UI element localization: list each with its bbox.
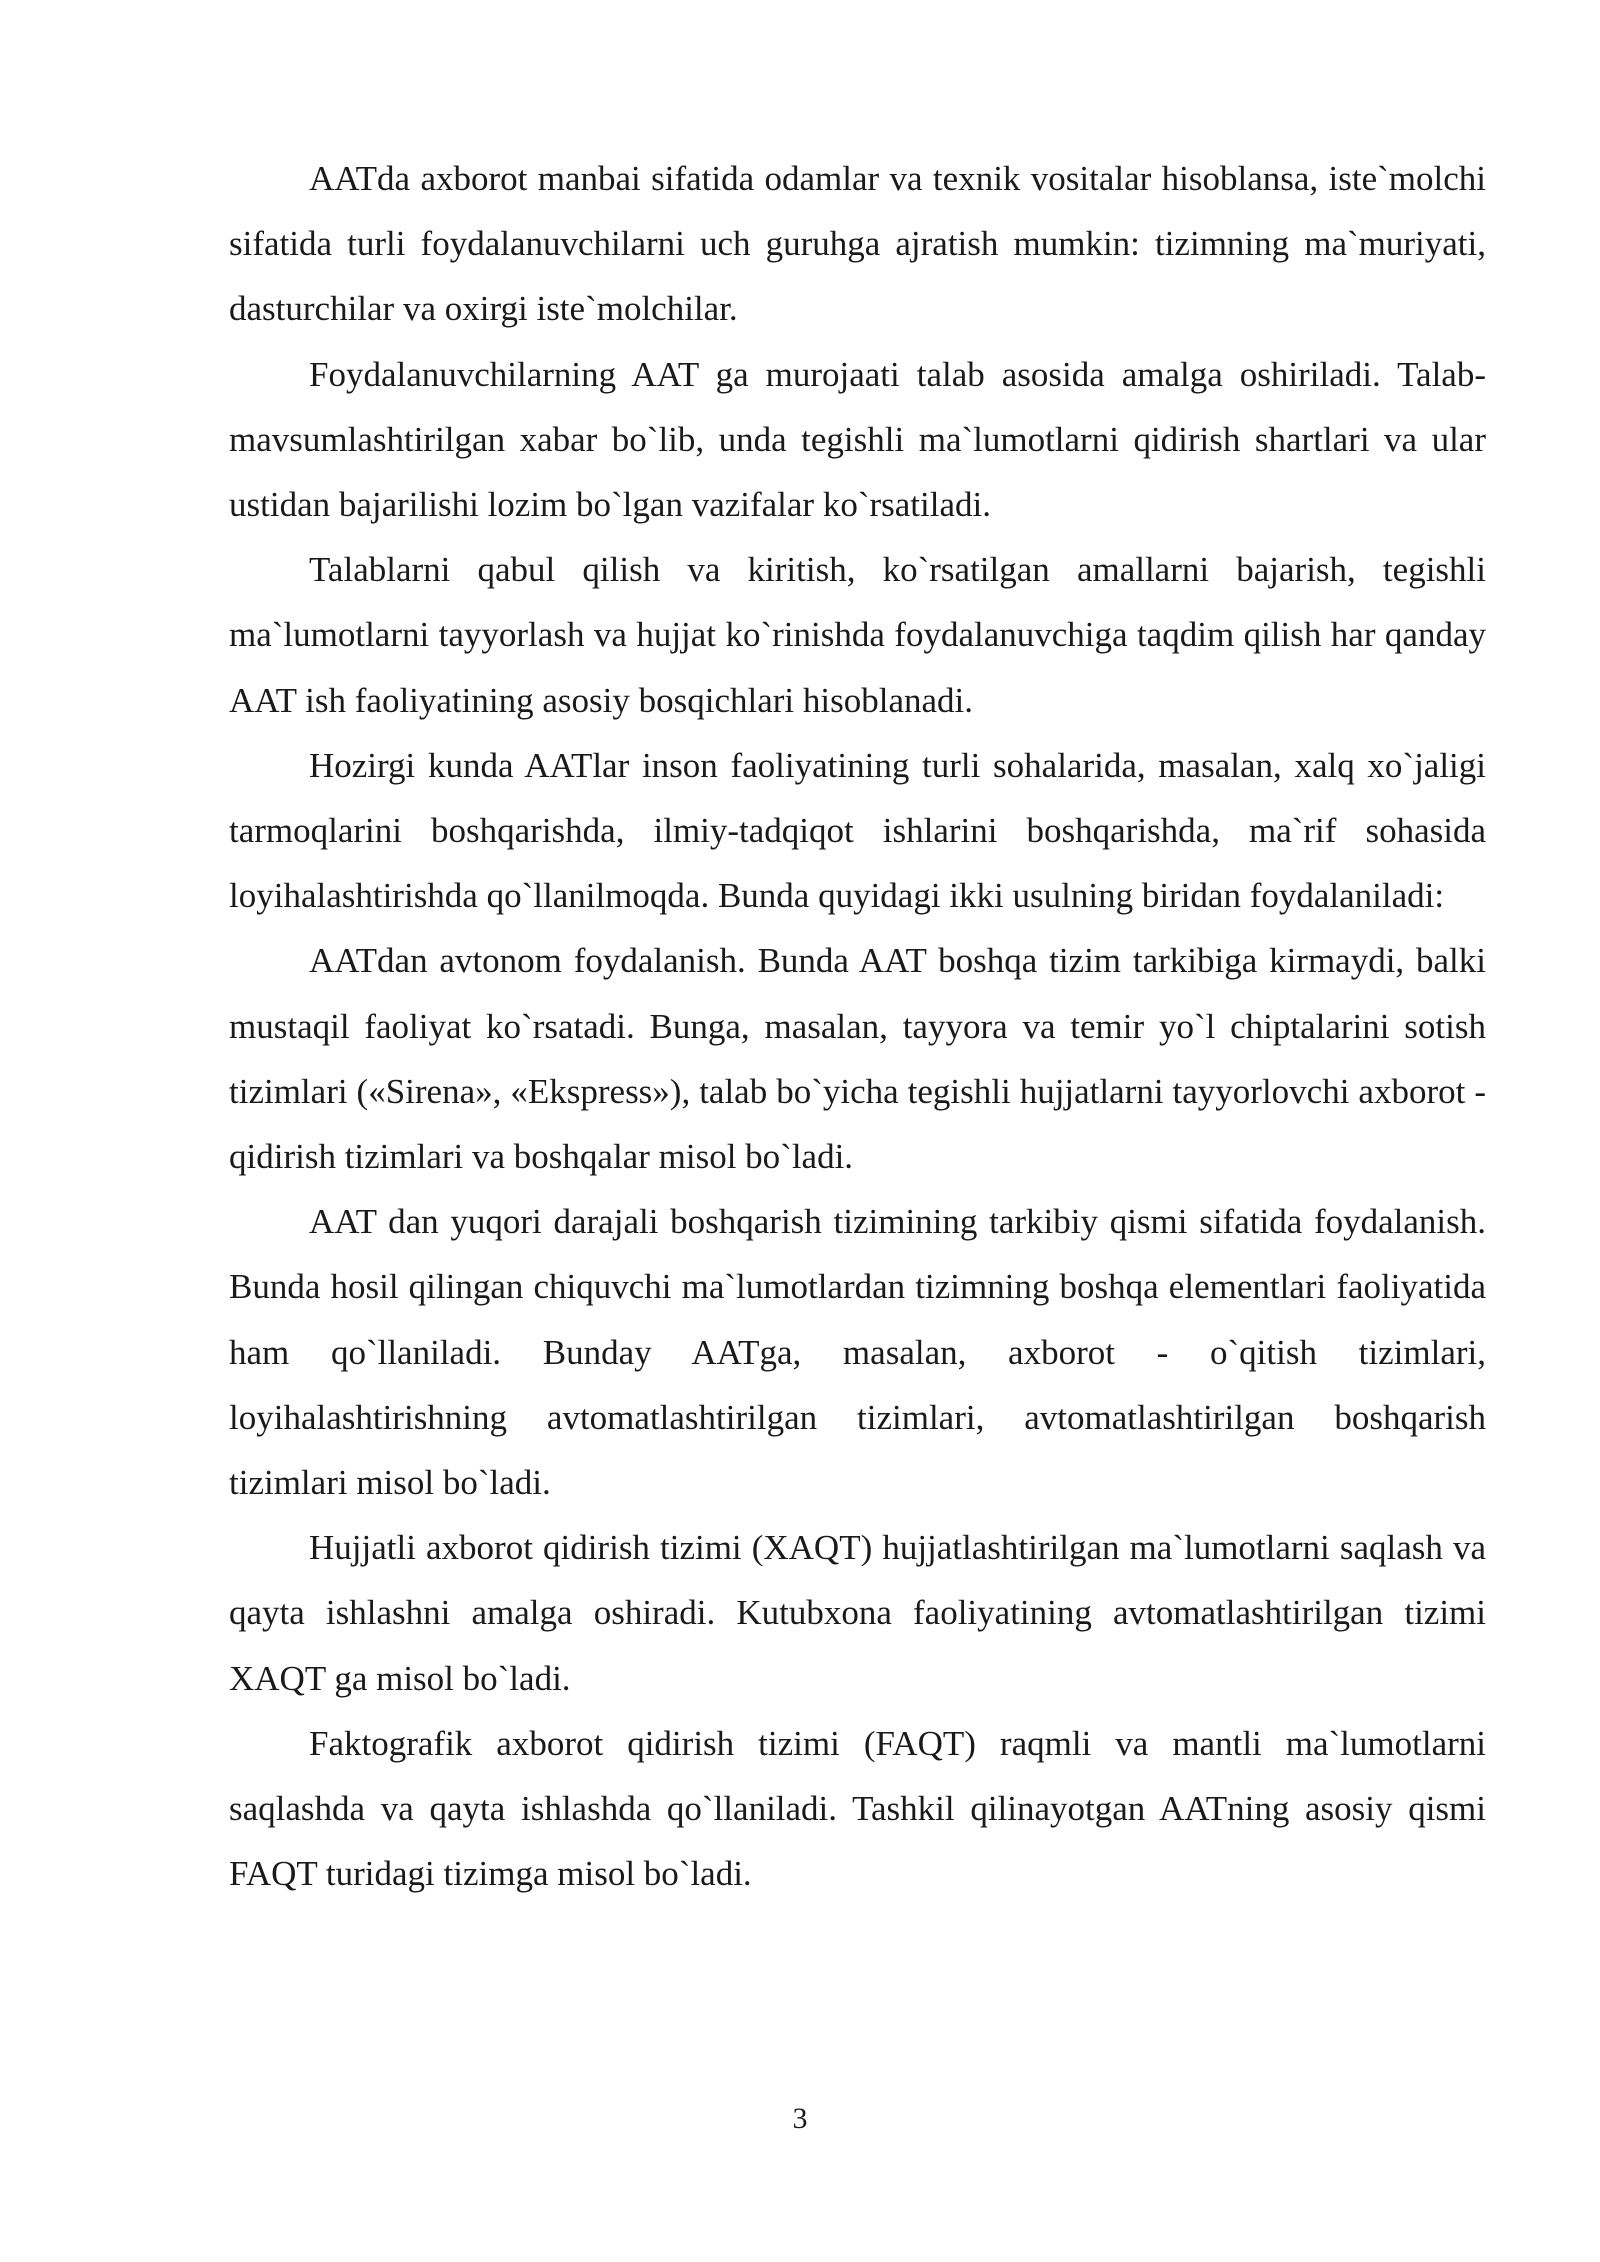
paragraph-5: AATdan avtonom foydalanish. Bunda AAT boshqa tizim tarkibiga kirmaydi, balki mustaqil faoliyat ko`rsatadi. Bunga, masalan, tayyora va temir yo`l chiptalarini sotish tizimlari («Sirena», «Ekspress»), talab bo`yicha tegishli hujjatlarni tayyorlovchi axborot - qidirish tizimlari va boshqalar misol bo`ladi. <box>229 941 1486 1177</box>
paragraph-3: Talablarni qabul qilish va kiritish, ko`rsatilgan amallarni bajarish, tegishli ma`lumotlarni tayyorlash va hujjat ko`rinishda foydalanuvchiga taqdim qilish har qanday AAT ish faoliyatining asosiy bosqichlari hisoblanadi. <box>229 550 1486 720</box>
paragraph-8: Faktografik axborot qidirish tizimi (FAQT) raqmli va mantli ma`lumotlarni saqlashda va qayta ishlashda qo`llaniladi. Tashkil qilinayotgan AATning asosiy qismi FAQT turidagi tizimga misol bo`ladi. <box>229 1723 1486 1894</box>
page-number: 3 <box>792 2102 808 2135</box>
paragraph-2: Foydalanuvchilarning AAT ga murojaati talab asosida amalga oshiriladi. Talab-mavsumlashtirilgan xabar bo`lib, unda tegishli ma`lumotlarni qidirish shartlari va ular ustidan bajarilishi lozim bo`lgan vazifalar ko`rsatiladi. <box>229 354 1486 525</box>
paragraph-7: Hujjatli axborot qidirish tizimi (XAQT) hujjatlashtirilgan ma`lumotlarni saqlash va qayta ishlashni amalga oshiradi. Kutubxona faoliyatining avtomatlashtirilgan tizimi XAQT ga misol bo`ladi. <box>229 1528 1486 1698</box>
paragraph-1: AATda axborot manbai sifatida odamlar va texnik vositalar hisoblansa, iste`molchi sifatida turli foydalanuvchilarni uch guruhga ajratish mumkin: tizimning ma`muriyati, dasturchilar va oxirgi iste`molchilar. <box>229 159 1486 329</box>
body-text <box>229 146 1486 1906</box>
paragraph-6: AAT dan yuqori darajali boshqarish tizimining tarkibiy qismi sifatida foydalanish. Bunda hosil qilingan chiquvchi ma`lumotlardan tizimning boshqa elementlari faoliyatida ham qo`llaniladi. Bunday AATga, masalan, axborot - o`qitish tizimlari, loyihalashtirishning avtomatlashtirilgan tizimlari, avtomatlashtirilgan boshqarish tizimlari misol bo`ladi. <box>229 1202 1486 1503</box>
paragraph-4: Hozirgi kunda AATlar inson faoliyatining turli sohalarida, masalan, xalq xo`jaligi tarmoqlarini boshqarishda, ilmiy-tadqiqot ishlarini boshqarishda, ma`rif sohasida loyihalashtirishda qo`llanilmoqda. Bunda quyidagi ikki usulning biridan foydalaniladi: <box>229 745 1486 916</box>
